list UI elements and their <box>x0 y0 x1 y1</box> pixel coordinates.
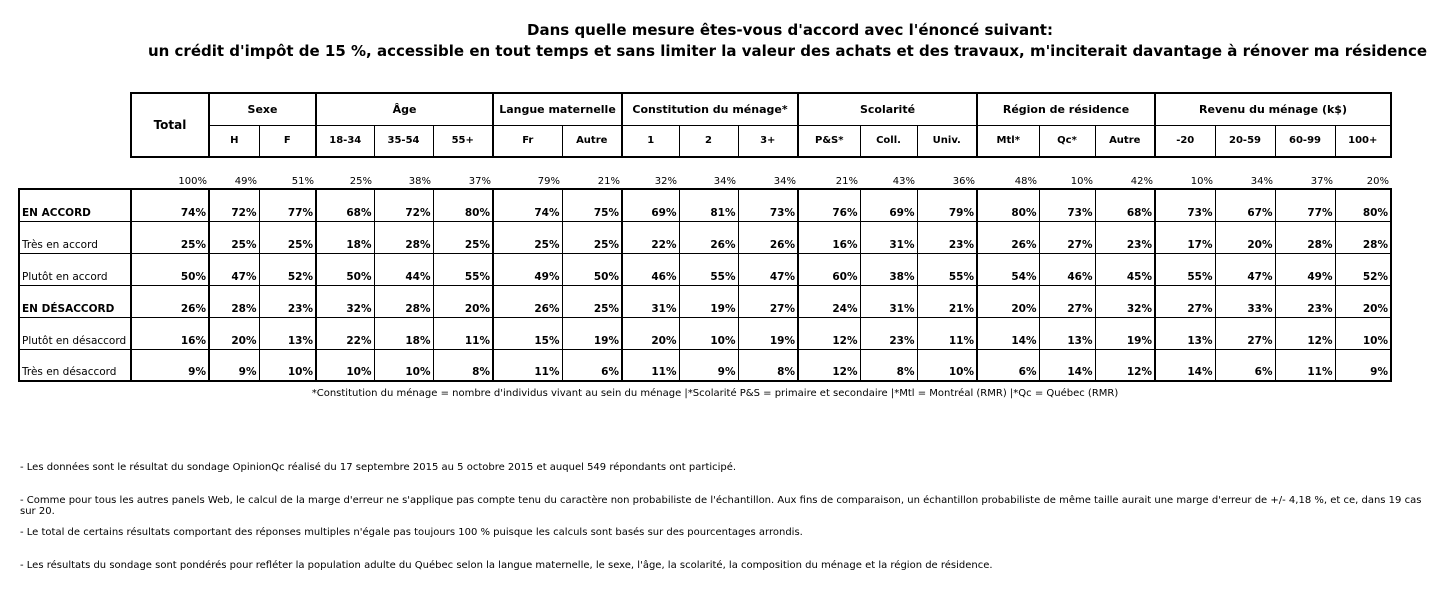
cell-value: 10% <box>259 349 316 381</box>
distribution-value: 10% <box>1190 176 1213 187</box>
group-header: Âge <box>316 93 493 125</box>
cell-value: 26% <box>977 221 1039 253</box>
cell-value: 23% <box>1275 285 1335 317</box>
cell-value: 73% <box>1039 189 1095 221</box>
cell-value: 68% <box>316 189 374 221</box>
cell-value: 12% <box>1095 349 1155 381</box>
row-label: EN DÉSACCORD <box>19 285 131 317</box>
distribution-value: 37% <box>468 176 491 187</box>
column-header: Autre <box>562 125 622 157</box>
cell-value: 80% <box>1335 189 1391 221</box>
note-item: - Le total de certains résultats comportant des réponses multiples n'égale pas toujours 100 % puisque les calculs sont basés sur des pourcentages arrondis. <box>20 527 803 538</box>
cell-value: 25% <box>562 285 622 317</box>
column-header: 2 <box>679 125 738 157</box>
cell-value: 69% <box>622 189 679 221</box>
cell-value: 47% <box>209 253 259 285</box>
cell-value: 27% <box>738 285 798 317</box>
column-header: F <box>259 125 316 157</box>
table-row <box>19 221 1391 253</box>
column-header: 3+ <box>738 125 798 157</box>
distribution-value: 51% <box>291 176 314 187</box>
column-header: Mtl* <box>977 125 1039 157</box>
cell-value: 8% <box>433 349 493 381</box>
column-header: P&S* <box>798 125 860 157</box>
distribution-value: 25% <box>349 176 372 187</box>
cell-value: 20% <box>209 317 259 349</box>
cell-value: 19% <box>1095 317 1155 349</box>
cell-value: 19% <box>738 317 798 349</box>
cell-value: 23% <box>1095 221 1155 253</box>
cell-value: 19% <box>679 285 738 317</box>
cell-value: 14% <box>977 317 1039 349</box>
cell-value: 49% <box>493 253 562 285</box>
cell-value: 25% <box>209 221 259 253</box>
cell-value: 10% <box>679 317 738 349</box>
distribution-row <box>19 157 1391 189</box>
cell-value: 25% <box>259 221 316 253</box>
column-header: Qc* <box>1039 125 1095 157</box>
column-header: 55+ <box>433 125 493 157</box>
cell-value: 8% <box>860 349 917 381</box>
cell-value: 26% <box>131 285 209 317</box>
cell-value: 32% <box>1095 285 1155 317</box>
results-table <box>18 92 1392 382</box>
note-item: - Les données sont le résultat du sondage OpinionQc réalisé du 17 septembre 2015 au 5 octobre 2015 et auquel 549 répondants ont participé. <box>20 462 737 473</box>
cell-value: 13% <box>1155 317 1215 349</box>
cell-value: 16% <box>131 317 209 349</box>
cell-value: 22% <box>316 317 374 349</box>
distribution-value: 10% <box>1070 176 1093 187</box>
cell-value: 44% <box>374 253 433 285</box>
cell-value: 46% <box>622 253 679 285</box>
cell-value: 55% <box>679 253 738 285</box>
cell-value: 9% <box>1335 349 1391 381</box>
cell-value: 20% <box>622 317 679 349</box>
cell-value: 77% <box>259 189 316 221</box>
cell-value: 25% <box>493 221 562 253</box>
cell-value: 28% <box>374 285 433 317</box>
cell-value: 47% <box>1215 253 1275 285</box>
cell-value: 20% <box>433 285 493 317</box>
cell-value: 54% <box>977 253 1039 285</box>
distribution-value: 34% <box>773 176 796 187</box>
cell-value: 26% <box>679 221 738 253</box>
cell-value: 11% <box>433 317 493 349</box>
cell-value: 68% <box>1095 189 1155 221</box>
cell-value: 11% <box>622 349 679 381</box>
column-header: Autre <box>1095 125 1155 157</box>
distribution-value: 20% <box>1366 176 1389 187</box>
cell-value: 72% <box>209 189 259 221</box>
table-footnote: *Constitution du ménage = nombre d'individus vivant au sein du ménage |*Scolarité P&S = primaire et secondaire |*Mtl = Montréal (RMR) |*Qc = Québec (RMR) <box>311 388 1119 399</box>
group-header: Langue maternelle <box>493 93 622 125</box>
cell-value: 32% <box>316 285 374 317</box>
cell-value: 10% <box>917 349 977 381</box>
cell-value: 52% <box>1335 253 1391 285</box>
cell-value: 12% <box>798 317 860 349</box>
cell-value: 25% <box>562 221 622 253</box>
cell-value: 76% <box>798 189 860 221</box>
cell-value: 28% <box>1335 221 1391 253</box>
row-label: Très en accord <box>19 221 131 253</box>
distribution-value: 21% <box>835 176 858 187</box>
note-item: - Les résultats du sondage sont pondérés pour refléter la population adulte du Québec selon la langue maternelle, le sexe, l'âge, la scolarité, la composition du ménage et la région de résidence. <box>20 559 993 571</box>
distribution-value: 49% <box>234 176 257 187</box>
cell-value: 11% <box>1275 349 1335 381</box>
cell-value: 18% <box>316 221 374 253</box>
cell-value: 17% <box>1155 221 1215 253</box>
cell-value: 18% <box>374 317 433 349</box>
cell-value: 80% <box>433 189 493 221</box>
cell-value: 73% <box>1155 189 1215 221</box>
table-row <box>19 285 1391 317</box>
cell-value: 73% <box>738 189 798 221</box>
subheader-row <box>19 125 1391 157</box>
cell-value: 10% <box>1335 317 1391 349</box>
cell-value: 26% <box>493 285 562 317</box>
cell-value: 13% <box>259 317 316 349</box>
cell-value: 27% <box>1215 317 1275 349</box>
column-header: Coll. <box>860 125 917 157</box>
cell-value: 23% <box>259 285 316 317</box>
table-row <box>19 317 1391 349</box>
row-label: EN ACCORD <box>19 189 131 221</box>
cell-value: 81% <box>679 189 738 221</box>
page-title <box>0 20 1430 62</box>
cell-value: 27% <box>1039 285 1095 317</box>
cell-value: 25% <box>433 221 493 253</box>
group-header: Région de résidence <box>977 93 1155 125</box>
cell-value: 31% <box>622 285 679 317</box>
distribution-value: 32% <box>654 176 677 187</box>
cell-value: 14% <box>1039 349 1095 381</box>
table-row <box>19 349 1391 381</box>
group-header: Sexe <box>209 93 316 125</box>
cell-value: 21% <box>917 285 977 317</box>
row-label: Très en désaccord <box>19 349 131 381</box>
distribution-value: 100% <box>178 176 207 187</box>
row-label: Plutôt en accord <box>19 253 131 285</box>
cell-value: 20% <box>1335 285 1391 317</box>
table-row <box>19 253 1391 285</box>
cell-value: 6% <box>562 349 622 381</box>
cell-value: 28% <box>374 221 433 253</box>
cell-value: 19% <box>562 317 622 349</box>
distribution-value: 36% <box>952 176 975 187</box>
distribution-value: 43% <box>892 176 915 187</box>
cell-value: 45% <box>1095 253 1155 285</box>
group-header: Constitution du ménage* <box>622 93 798 125</box>
cell-value: 74% <box>131 189 209 221</box>
cell-value: 16% <box>798 221 860 253</box>
cell-value: 9% <box>679 349 738 381</box>
column-header: 20-59 <box>1215 125 1275 157</box>
cell-value: 55% <box>917 253 977 285</box>
cell-value: 69% <box>860 189 917 221</box>
title-line-2: un crédit d'impôt de 15 %, accessible en tout temps et sans limiter la valeur des achats et des travaux, m'inciterait davantage à rénover ma résidence <box>147 42 1428 60</box>
row-label: Plutôt en désaccord <box>19 317 131 349</box>
cell-value: 22% <box>622 221 679 253</box>
cell-value: 50% <box>131 253 209 285</box>
group-header: Revenu du ménage (k$) <box>1155 93 1391 125</box>
distribution-value: 34% <box>713 176 736 187</box>
cell-value: 55% <box>433 253 493 285</box>
distribution-value: 34% <box>1250 176 1273 187</box>
cell-value: 47% <box>738 253 798 285</box>
distribution-value: 42% <box>1130 176 1153 187</box>
table-row <box>19 189 1391 221</box>
column-header: 100+ <box>1335 125 1391 157</box>
group-header: Scolarité <box>798 93 977 125</box>
cell-value: 33% <box>1215 285 1275 317</box>
column-header: Fr <box>493 125 562 157</box>
cell-value: 6% <box>977 349 1039 381</box>
distribution-value: 79% <box>537 176 560 187</box>
distribution-value: 21% <box>597 176 620 187</box>
note-item: - Comme pour tous les autres panels Web, le calcul de la marge d'erreur ne s'applique pas compte tenu du caractère non probabiliste de l'échantillon. Aux fins de comparaison, un échantillon probabiliste de même taille aurait une marge d'erreur de +/- 4,18 %, et ce, dans 19 cas sur 20. <box>20 494 1422 517</box>
column-header: 35-54 <box>374 125 433 157</box>
column-header: 18-34 <box>316 125 374 157</box>
cell-value: 25% <box>131 221 209 253</box>
cell-value: 31% <box>860 285 917 317</box>
column-header: 60-99 <box>1275 125 1335 157</box>
cell-value: 27% <box>1039 221 1095 253</box>
cell-value: 8% <box>738 349 798 381</box>
column-header: H <box>209 125 259 157</box>
cell-value: 50% <box>562 253 622 285</box>
column-header: Univ. <box>917 125 977 157</box>
cell-value: 12% <box>798 349 860 381</box>
cell-value: 49% <box>1275 253 1335 285</box>
cell-value: 11% <box>917 317 977 349</box>
cell-value: 55% <box>1155 253 1215 285</box>
title-line-1: Dans quelle mesure êtes-vous d'accord avec l'énoncé suivant: <box>527 21 1053 39</box>
cell-value: 80% <box>977 189 1039 221</box>
cell-value: 26% <box>738 221 798 253</box>
cell-value: 60% <box>798 253 860 285</box>
distribution-value: 38% <box>408 176 431 187</box>
cell-value: 52% <box>259 253 316 285</box>
cell-value: 50% <box>316 253 374 285</box>
cell-value: 38% <box>860 253 917 285</box>
cell-value: 31% <box>860 221 917 253</box>
cell-value: 20% <box>977 285 1039 317</box>
cell-value: 77% <box>1275 189 1335 221</box>
cell-value: 46% <box>1039 253 1095 285</box>
cell-value: 23% <box>860 317 917 349</box>
column-header: 1 <box>622 125 679 157</box>
cell-value: 15% <box>493 317 562 349</box>
cell-value: 72% <box>374 189 433 221</box>
cell-value: 23% <box>917 221 977 253</box>
distribution-value: 37% <box>1310 176 1333 187</box>
total-header: Total <box>131 93 209 157</box>
cell-value: 24% <box>798 285 860 317</box>
cell-value: 67% <box>1215 189 1275 221</box>
column-header: -20 <box>1155 125 1215 157</box>
cell-value: 10% <box>316 349 374 381</box>
cell-value: 20% <box>1215 221 1275 253</box>
cell-value: 79% <box>917 189 977 221</box>
cell-value: 12% <box>1275 317 1335 349</box>
cell-value: 14% <box>1155 349 1215 381</box>
cell-value: 10% <box>374 349 433 381</box>
cell-value: 75% <box>562 189 622 221</box>
distribution-value: 48% <box>1014 176 1037 187</box>
methodology-notes <box>20 462 1430 592</box>
cell-value: 6% <box>1215 349 1275 381</box>
cell-value: 28% <box>1275 221 1335 253</box>
cell-value: 13% <box>1039 317 1095 349</box>
group-header-row <box>19 93 1391 125</box>
cell-value: 27% <box>1155 285 1215 317</box>
cell-value: 9% <box>131 349 209 381</box>
cell-value: 28% <box>209 285 259 317</box>
cell-value: 74% <box>493 189 562 221</box>
cell-value: 9% <box>209 349 259 381</box>
cell-value: 11% <box>493 349 562 381</box>
